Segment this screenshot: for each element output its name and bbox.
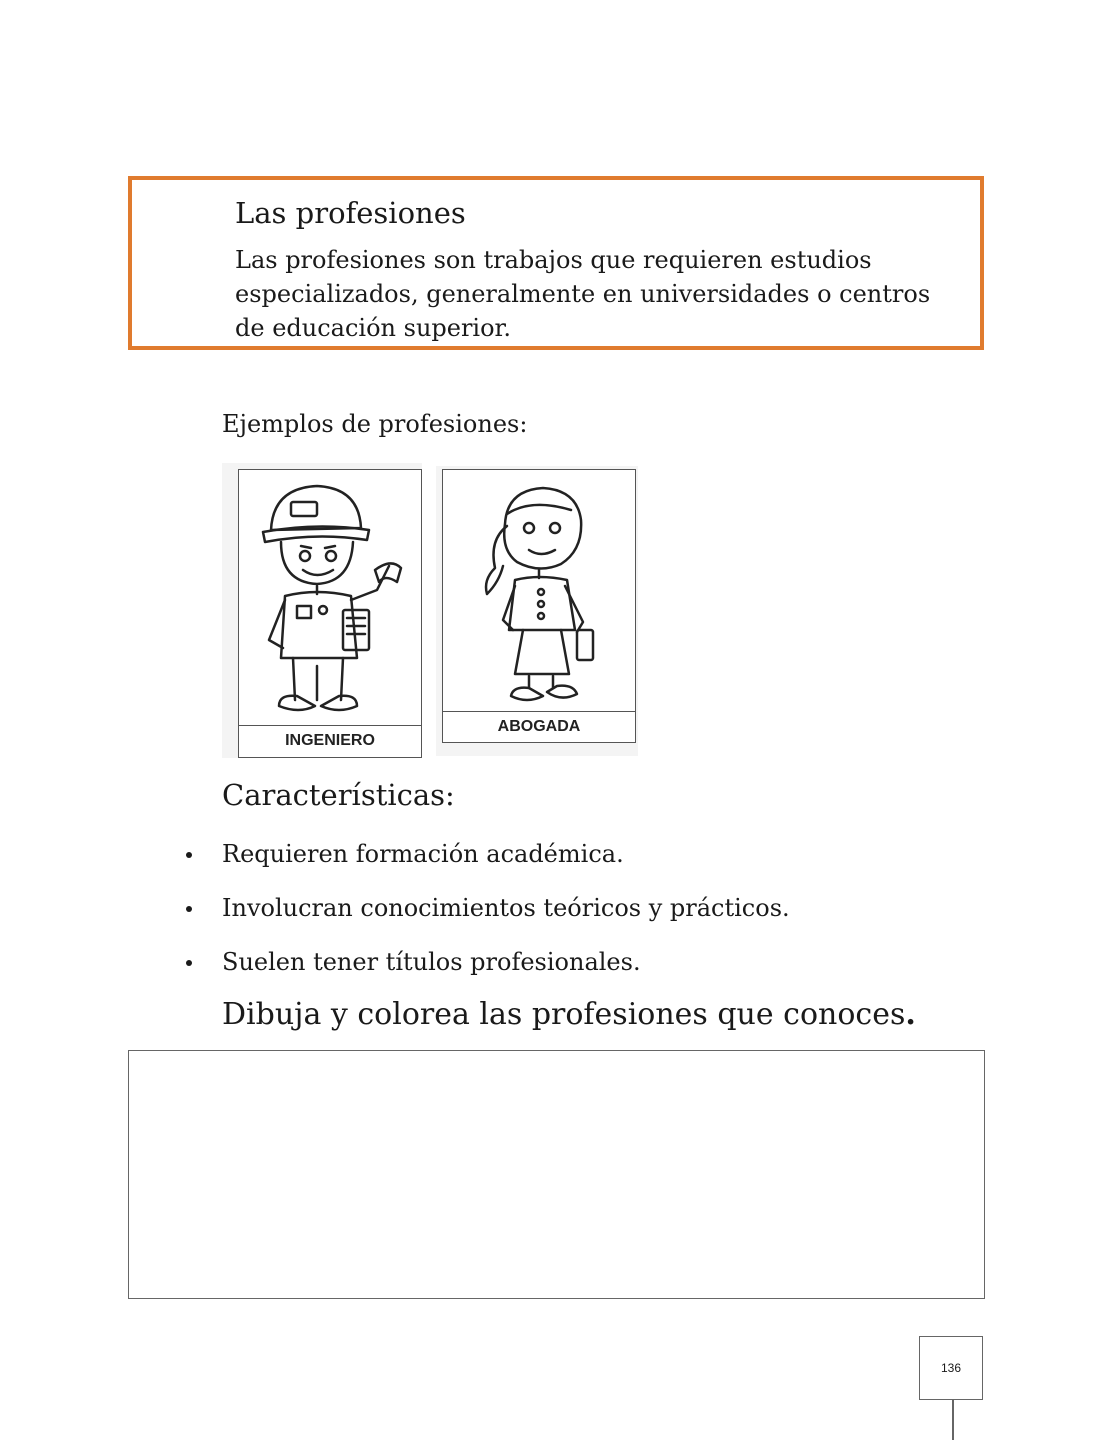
engineer-caption: INGENIERO bbox=[285, 732, 375, 749]
list-item: Involucran conocimientos teóricos y prácticos. bbox=[186, 892, 790, 946]
features-list bbox=[186, 838, 790, 1000]
examples-heading: Ejemplos de profesiones: bbox=[222, 410, 528, 438]
page-number: 136 bbox=[919, 1336, 983, 1400]
bullet-icon bbox=[186, 906, 192, 912]
engineer-card bbox=[222, 463, 422, 758]
bullet-icon bbox=[186, 852, 192, 858]
features-heading: Características: bbox=[222, 778, 455, 812]
engineer-illustration-icon bbox=[239, 470, 421, 725]
list-item: Requieren formación académica. bbox=[186, 838, 790, 892]
page-number-line bbox=[952, 1399, 954, 1440]
bullet-icon bbox=[186, 960, 192, 966]
lawyer-card bbox=[436, 466, 638, 756]
drawing-area[interactable] bbox=[128, 1050, 985, 1299]
activity-prompt: Dibuja y colorea las profesiones que conoces. bbox=[222, 997, 916, 1032]
definition-title: Las profesiones bbox=[235, 196, 466, 230]
lawyer-caption: ABOGADA bbox=[497, 718, 581, 735]
definition-text: Las profesiones son trabajos que requieren estudios especializados, generalmente en universidades o centros de educación superior. bbox=[235, 246, 931, 342]
list-item: Suelen tener títulos profesionales. bbox=[186, 946, 790, 1000]
lawyer-illustration-icon bbox=[443, 470, 635, 710]
